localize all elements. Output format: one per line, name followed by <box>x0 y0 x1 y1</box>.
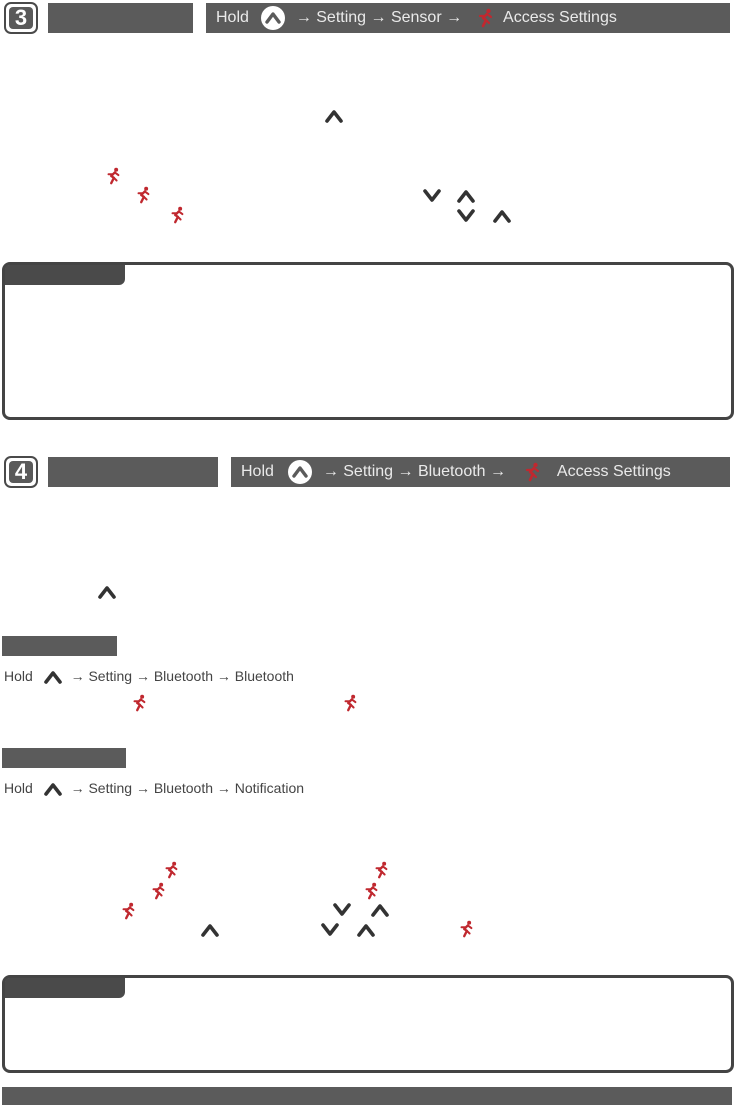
down-button-icon <box>332 902 352 918</box>
section-4-path-end: Access Settings <box>556 463 671 480</box>
section-3-path-bar <box>206 3 730 33</box>
section-3-number: 3 <box>9 7 33 29</box>
section-3-path-middle: → Setting → Sensor → <box>295 9 463 26</box>
up-button-icon <box>43 669 63 685</box>
up-button-icon <box>370 902 390 918</box>
up-button-icon <box>97 584 117 600</box>
footer-bar <box>2 1087 732 1105</box>
runner-icon <box>119 902 137 920</box>
runner-icon <box>341 694 359 712</box>
runner-icon <box>457 920 475 938</box>
bluetooth-sub-tab <box>2 636 117 656</box>
up-button-icon <box>261 6 285 30</box>
runner-icon <box>475 8 495 28</box>
up-button-icon <box>288 460 312 484</box>
notification-path-line <box>4 778 304 798</box>
up-button-icon <box>43 781 63 797</box>
section-3-title-bar <box>48 3 193 33</box>
down-button-icon <box>456 208 476 224</box>
down-button-icon <box>422 188 442 204</box>
runner-icon <box>134 186 152 204</box>
up-button-icon <box>492 208 512 224</box>
down-button-icon <box>320 922 340 938</box>
section-4-number-badge <box>4 456 38 488</box>
note-box-2-tab <box>5 978 125 998</box>
section-3-number-badge <box>4 2 38 34</box>
section-3-path-end: Access Settings <box>503 9 617 26</box>
note-box-1 <box>2 262 734 420</box>
up-button-icon <box>456 188 476 204</box>
runner-icon <box>372 861 390 879</box>
up-button-icon <box>356 922 376 938</box>
runner-icon <box>522 462 542 482</box>
section-4-path-bar <box>231 457 730 487</box>
bluetooth-path-line <box>4 666 294 686</box>
runner-icon <box>162 861 180 879</box>
notification-path-text: → Setting → Bluetooth → Notification <box>70 780 305 796</box>
up-button-icon <box>200 922 220 938</box>
bluetooth-path-hold: Hold <box>4 668 33 684</box>
up-button-icon <box>324 108 344 124</box>
runner-icon <box>362 882 380 900</box>
bluetooth-path-text: → Setting → Bluetooth → Bluetooth <box>70 668 294 684</box>
section-4-number: 4 <box>9 461 33 483</box>
notification-path-hold: Hold <box>4 780 33 796</box>
section-4-title-bar <box>48 457 218 487</box>
section-4-path-hold: Hold <box>241 463 274 480</box>
note-box-2 <box>2 975 734 1073</box>
runner-icon <box>130 694 148 712</box>
runner-icon <box>168 206 186 224</box>
runner-icon <box>149 882 167 900</box>
section-4-path-middle: → Setting → Bluetooth → <box>322 463 507 480</box>
runner-icon <box>104 167 122 185</box>
notification-sub-tab <box>2 748 126 768</box>
note-box-1-tab <box>5 265 125 285</box>
section-3-path-hold: Hold <box>216 9 249 26</box>
